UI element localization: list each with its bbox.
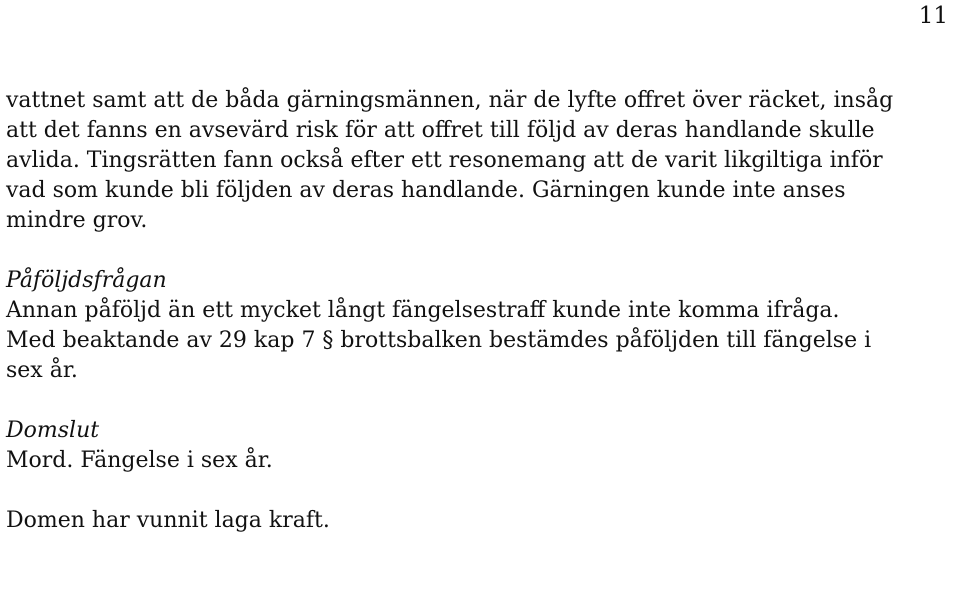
page-number: 11: [918, 3, 948, 29]
paragraph-judgment: [6, 446, 956, 476]
text-line: att det fanns en avsevärd risk för att offret till följd av deras handlande skulle: [6, 118, 875, 143]
text-line: mindre grov.: [6, 208, 148, 233]
paragraph-spacer: [6, 476, 956, 506]
paragraph-sentencing: [6, 296, 956, 386]
section-heading-domslut: Domslut: [6, 418, 100, 443]
text-line: Mord. Fängelse i sex år.: [6, 448, 273, 473]
text-line: vattnet samt att de båda gärningsmännen, när de lyfte offret över räcket, insåg: [6, 88, 894, 113]
document-body: [6, 86, 956, 536]
text-line: avlida. Tingsrätten fann också efter ett resonemang att de varit likgiltiga inför: [6, 148, 883, 173]
section-heading-paafoljdsfragan: Påföljdsfrågan: [6, 268, 167, 293]
paragraph-spacer: [6, 236, 956, 266]
text-line: sex år.: [6, 358, 78, 383]
text-line: vad som kunde bli följden av deras handlande. Gärningen kunde inte anses: [6, 178, 846, 203]
closing-statement: Domen har vunnit laga kraft.: [6, 508, 330, 533]
paragraph-verdict-reasoning: [6, 86, 956, 236]
text-line: Annan påföljd än ett mycket långt fängelsestraff kunde inte komma ifråga.: [6, 298, 840, 323]
text-line: Med beaktande av 29 kap 7 § brottsbalken bestämdes påföljden till fängelse i: [6, 328, 872, 353]
paragraph-spacer: [6, 386, 956, 416]
